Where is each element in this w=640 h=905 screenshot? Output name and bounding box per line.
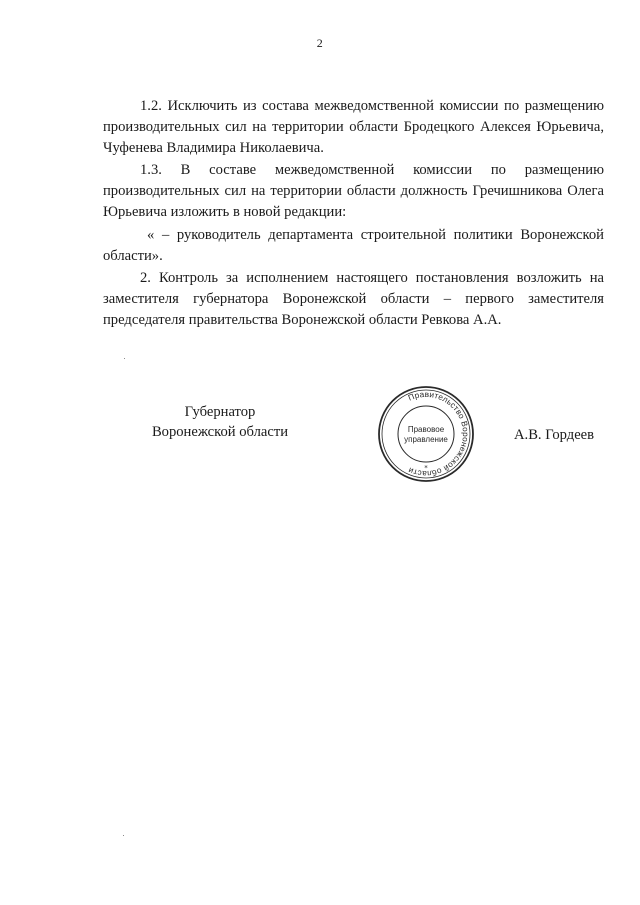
seal-star-icon: * [424, 464, 428, 472]
page-number: 2 [316, 36, 324, 50]
scan-speck [123, 835, 124, 836]
document-body [103, 96, 604, 331]
seal-inner-ring [398, 406, 454, 462]
signature-name: А.В. Гордеев [514, 427, 595, 443]
seal-ring-text: Правительство Воронежской области [406, 389, 471, 479]
signature-title-line-2: Воронежской области [151, 424, 289, 440]
scan-speck [124, 358, 125, 359]
seal-center-line-1: Правовое [407, 425, 445, 434]
paragraph-1-2: 1.2. Исключить из состава межведомственной комиссии по размещению производительных сил на территории области Бродецкого Алексея Юрьевича, Чуфенева Владимира Николаевича. [103, 98, 604, 156]
paragraph-2: 2. Контроль за исполнением настоящего постановления возложить на заместителя губернатора Воронежской области – первого заместителя председателя правительства Воронежской области Ревкова А.А. [103, 270, 604, 328]
signature-title [130, 402, 310, 442]
seal-center-line-2: управление [404, 435, 448, 444]
official-seal [376, 384, 476, 484]
paragraph-quote: « – руководитель департамента строительной политики Воронежской области». [103, 226, 604, 264]
signature-title-line-1: Губернатор [184, 404, 256, 420]
paragraph-1-3: 1.3. В составе межведомственной комиссии по размещению производительных сил на территории области должность Гречишникова Олега Юрьевича изложить в новой редакции: [103, 162, 604, 220]
